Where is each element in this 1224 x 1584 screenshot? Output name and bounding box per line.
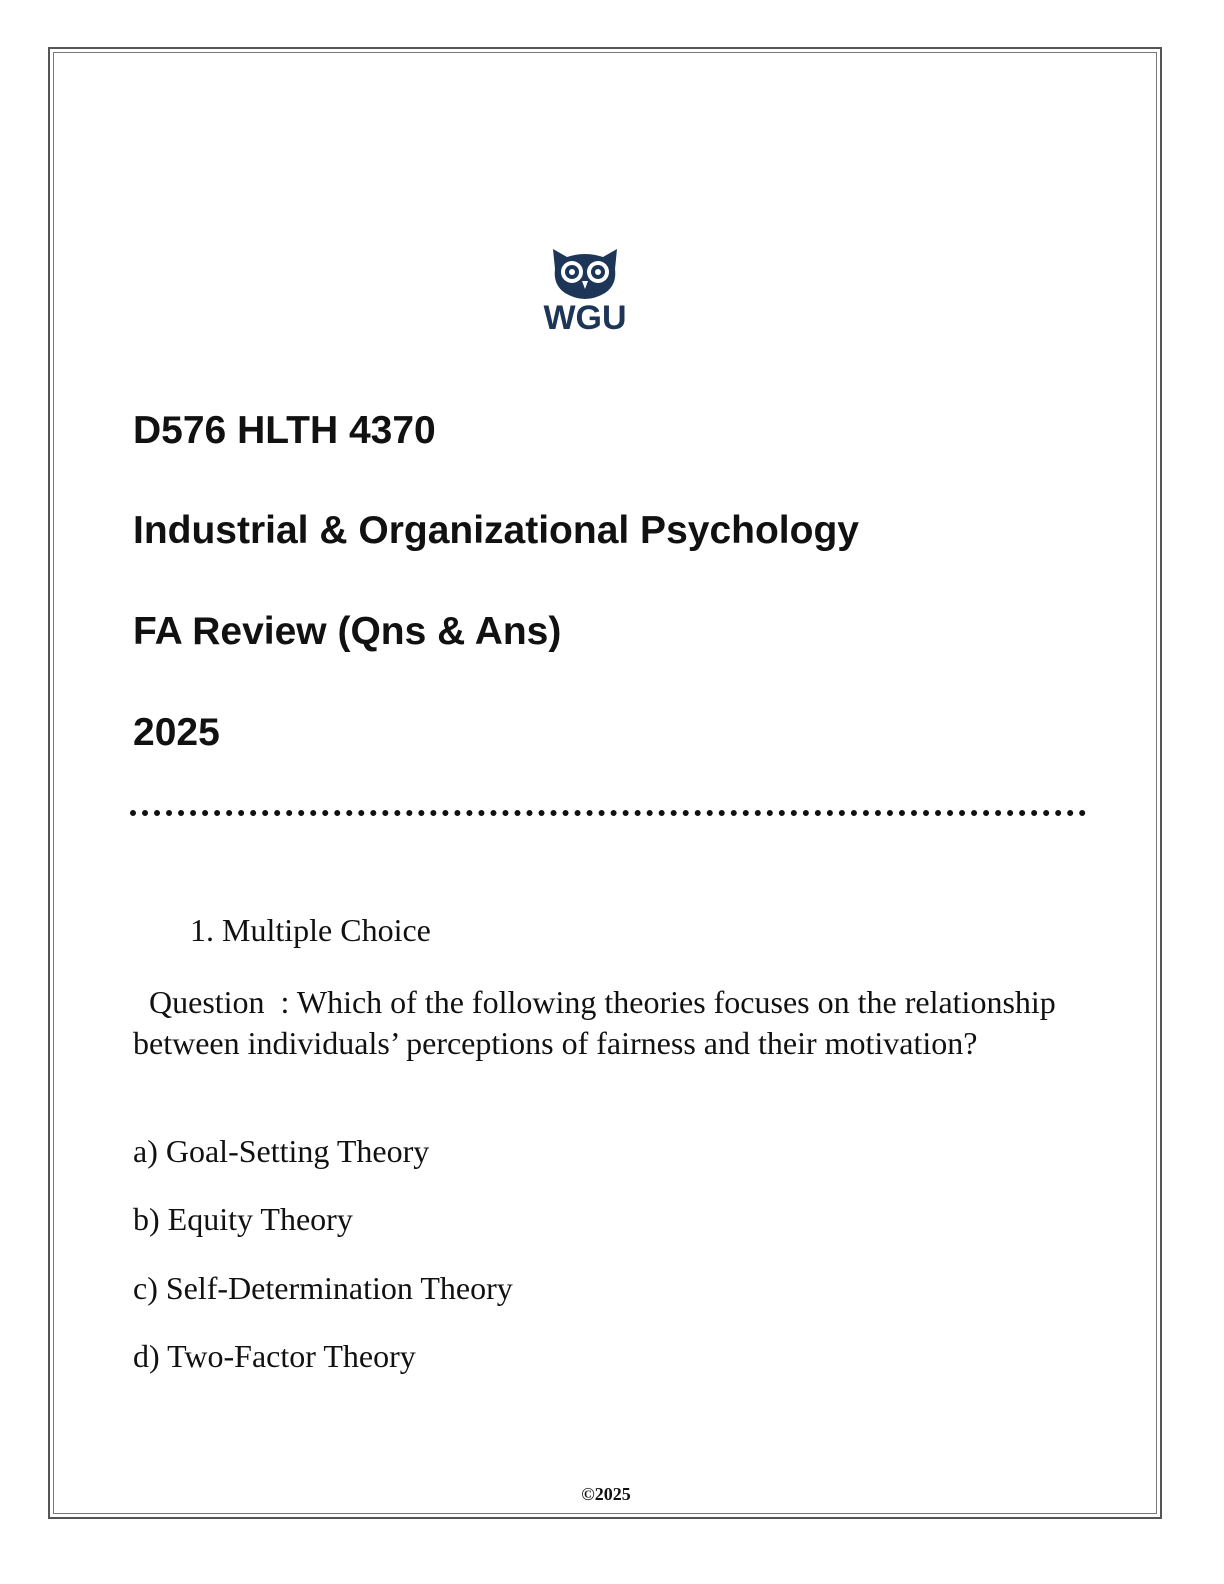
answer-option-a: a) Goal-Setting Theory (133, 1133, 430, 1169)
wgu-logo (533, 245, 637, 335)
document-year: 2025 (133, 711, 220, 754)
answer-option-b: b) Equity Theory (133, 1201, 353, 1237)
course-name: Industrial & Organizational Psychology (133, 509, 859, 552)
question-text: Question : Which of the following theories focuses on the relationship between individuals’ perceptions of fairness and their motivation? (133, 984, 1064, 1061)
answer-option-d: d) Two-Factor Theory (133, 1338, 416, 1374)
document-subtitle: FA Review (Qns & Ans) (133, 610, 562, 653)
copyright-footer: ©2025 (581, 1484, 631, 1504)
logo-text: WGU (543, 299, 627, 335)
section-heading: 1. Multiple Choice (190, 912, 431, 948)
dotted-divider (130, 810, 1086, 816)
answer-option-c: c) Self-Determination Theory (133, 1270, 513, 1306)
course-code: D576 HLTH 4370 (133, 409, 436, 452)
